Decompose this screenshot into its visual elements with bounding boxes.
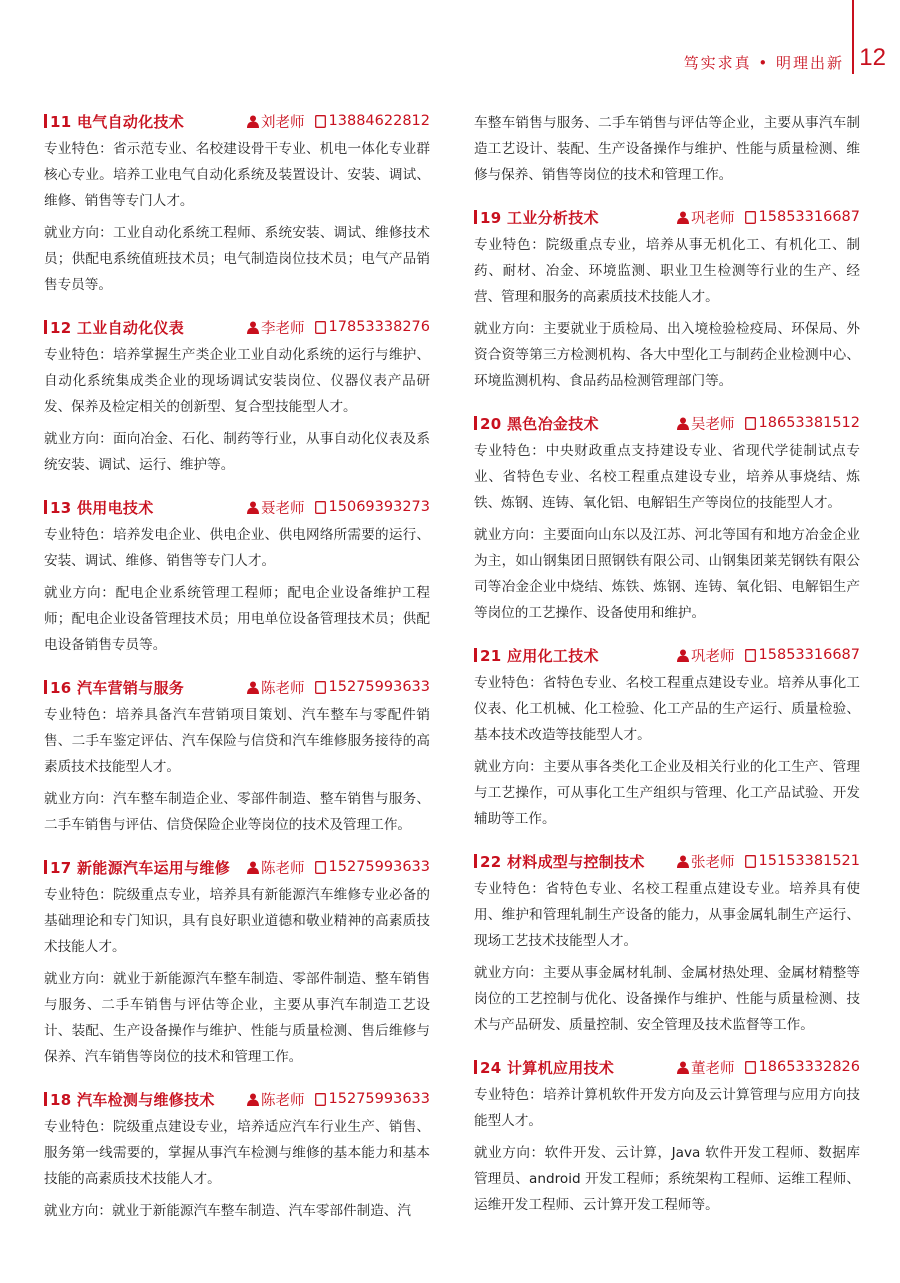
program-title-row [44, 494, 430, 520]
phone-icon [315, 115, 326, 128]
program-title: 19 工业分析技术 [480, 208, 599, 227]
program-title: 11 电气自动化技术 [50, 112, 185, 131]
program-feature: 专业特色：培养具备汽车营销项目策划、汽车整车与零配件销售、二手车鉴定评估、汽车保险与信贷和汽车维修服务接待的高素质技术技能型人才。 [44, 707, 430, 775]
title-marker [44, 1092, 47, 1106]
phone-icon [315, 1093, 326, 1106]
contact-info [247, 854, 430, 880]
phone-number[interactable]: 18653332826 [758, 1059, 860, 1075]
title-marker [474, 854, 477, 868]
phone-icon [745, 1061, 756, 1074]
right-column [474, 108, 860, 1234]
teacher-name: 聂老师 [261, 500, 305, 517]
program-section [44, 314, 430, 478]
teacher-name: 陈老师 [261, 680, 305, 697]
title-marker [474, 210, 477, 224]
program-title: 12 工业自动化仪表 [50, 318, 185, 337]
program-title-row [44, 108, 430, 134]
program-section [44, 108, 430, 298]
program-title-row [474, 848, 860, 874]
person-icon [247, 115, 259, 128]
program-title-row [44, 1086, 430, 1112]
program-title-row [474, 1054, 860, 1080]
contact-info [247, 674, 430, 700]
phone-number[interactable]: 15069393273 [328, 499, 430, 515]
program-title: 21 应用化工技术 [480, 646, 599, 665]
page-number: 12 [859, 44, 886, 71]
program-career: 就业方向：就业于新能源汽车整车制造、零部件制造、整车销售与服务、二手车销售与评估等企业，主要从事汽车制造工艺设计、装配、生产设备操作与维护、性能与质量检测、售后维修与保养、汽车销售等岗位的技术和管理工作。 [44, 971, 430, 1065]
contact-info [677, 848, 860, 874]
person-icon [677, 417, 689, 430]
phone-number[interactable]: 17853338276 [328, 319, 430, 335]
program-feature: 专业特色：院级重点专业，培养具有新能源汽车维修专业必备的基础理论和专门知识，具有良好职业道德和敬业精神的高素质技术技能人才。 [44, 887, 430, 955]
program-career: 就业方向：汽车整车制造企业、零部件制造、整车销售与服务、二手车销售与评估、信贷保险企业等岗位的技术及管理工作。 [44, 791, 430, 833]
person-icon [677, 1061, 689, 1074]
phone-icon [315, 681, 326, 694]
program-feature: 专业特色：培养掌握生产类企业工业自动化系统的运行与维护、自动化系统集成类企业的现场调试安装岗位、仪器仪表产品研发、保养及检定相关的创新型、复合型技能型人才。 [44, 347, 430, 415]
phone-number[interactable]: 15153381521 [758, 853, 860, 869]
person-icon [247, 681, 259, 694]
phone-number[interactable]: 15275993633 [328, 859, 430, 875]
program-title-row [44, 314, 430, 340]
person-icon [247, 1093, 259, 1106]
person-icon [247, 501, 259, 514]
program-title: 22 材料成型与控制技术 [480, 852, 645, 871]
contact-info [677, 204, 860, 230]
program-career: 就业方向：主要从事各类化工企业及相关行业的化工生产、管理与工艺操作，可从事化工生产组织与管理、化工产品试验、开发辅助等工作。 [474, 759, 860, 827]
program-feature: 专业特色：省示范专业、名校建设骨干专业、机电一体化专业群核心专业。培养工业电气自动化系统及装置设计、安装、调试、维修、销售等专门人才。 [44, 141, 430, 209]
program-section [474, 642, 860, 832]
teacher-name: 巩老师 [691, 648, 735, 665]
program-career: 就业方向：就业于新能源汽车整车制造、汽车零部件制造、汽 [44, 1203, 412, 1219]
program-career: 就业方向：工业自动化系统工程师、系统安装、调试、维修技术员；供配电系统值班技术员；电气制造岗位技术员；电气产品销售专员等。 [44, 225, 430, 293]
contact-info [247, 108, 430, 134]
career-continuation: 车整车销售与服务、二手车销售与评估等企业，主要从事汽车制造工艺设计、装配、生产设备操作与维护、性能与质量检测、维修与保养、销售等岗位的技术和管理工作。 [474, 115, 860, 183]
teacher-name: 刘老师 [261, 114, 305, 131]
phone-number[interactable]: 15275993633 [328, 679, 430, 695]
title-marker [474, 1060, 477, 1074]
title-marker [44, 500, 47, 514]
title-marker [44, 320, 47, 334]
program-feature: 专业特色：省特色专业、名校工程重点建设专业。培养具有使用、维护和管理轧制生产设备的能力，从事金属轧制生产运行、现场工艺技术技能型人才。 [474, 881, 860, 949]
person-icon [247, 861, 259, 874]
program-section [44, 494, 430, 658]
teacher-name: 巩老师 [691, 210, 735, 227]
phone-number[interactable]: 15275993633 [328, 1091, 430, 1107]
title-marker [44, 680, 47, 694]
contact-info [677, 410, 860, 436]
teacher-name: 陈老师 [261, 860, 305, 877]
program-feature: 专业特色：培养计算机软件开发方向及云计算管理与应用方向技能型人才。 [474, 1087, 860, 1129]
program-title: 16 汽车营销与服务 [50, 678, 185, 697]
program-feature: 专业特色：省特色专业、名校工程重点建设专业。培养从事化工仪表、化工机械、化工检验、化工产品的生产运行、质量检验、基本技术改造等技能型人才。 [474, 675, 860, 743]
phone-icon [745, 855, 756, 868]
phone-icon [745, 417, 756, 430]
contact-info [247, 314, 430, 340]
program-title-row [474, 642, 860, 668]
program-title: 18 汽车检测与维修技术 [50, 1090, 215, 1109]
program-title-row [474, 410, 860, 436]
header-motto: 笃实求真 • 明理出新 [683, 54, 844, 72]
program-career: 就业方向：主要就业于质检局、出入境检验检疫局、环保局、外资合资等第三方检测机构、各大中型化工与制药企业检测中心、环境监测机构、食品药品检测管理部门等。 [474, 321, 860, 389]
program-section [44, 1086, 430, 1224]
teacher-name: 李老师 [261, 320, 305, 337]
title-marker [44, 114, 47, 128]
teacher-name: 吴老师 [691, 416, 735, 433]
program-career: 就业方向：软件开发、云计算，Java 软件开发工程师、数据库管理员、android 开发工程师；系统架构工程师、运维工程师、运维开发工程师、云计算开发工程师等。 [474, 1145, 860, 1213]
program-section [44, 674, 430, 838]
teacher-name: 董老师 [691, 1060, 735, 1077]
teacher-name: 张老师 [691, 854, 735, 871]
program-title-row [44, 854, 430, 880]
contact-info [247, 494, 430, 520]
phone-number[interactable]: 15853316687 [758, 209, 860, 225]
program-title: 24 计算机应用技术 [480, 1058, 615, 1077]
phone-number[interactable]: 15853316687 [758, 647, 860, 663]
left-column [44, 108, 430, 1240]
title-marker [474, 416, 477, 430]
title-marker [44, 860, 47, 874]
program-title-row [474, 204, 860, 230]
teacher-name: 陈老师 [261, 1092, 305, 1109]
program-section [474, 848, 860, 1038]
title-marker [474, 648, 477, 662]
program-feature: 专业特色：培养发电企业、供电企业、供电网络所需要的运行、安装、调试、维修、销售等专门人才。 [44, 527, 430, 569]
program-title: 17 新能源汽车运用与维修 [50, 858, 230, 877]
phone-number[interactable]: 18653381512 [758, 415, 860, 431]
phone-icon [315, 321, 326, 334]
program-career: 就业方向：主要从事金属材轧制、金属材热处理、金属材精整等岗位的工艺控制与优化、设备操作与维护、性能与质量检测、技术与产品研发、质量控制、安全管理及技术监督等工作。 [474, 965, 860, 1033]
person-icon [677, 649, 689, 662]
program-feature: 专业特色：院级重点专业，培养从事无机化工、有机化工、制药、耐材、冶金、环境监测、职业卫生检测等行业的生产、经营、管理和服务的高素质技术技能人才。 [474, 237, 860, 305]
program-title-row [44, 674, 430, 700]
phone-icon [315, 501, 326, 514]
phone-number[interactable]: 13884622812 [328, 113, 430, 129]
person-icon [247, 321, 259, 334]
phone-icon [315, 861, 326, 874]
program-feature: 专业特色：院级重点建设专业，培养适应汽车行业生产、销售、服务第一线需要的，掌握从事汽车检测与维修的基本能力和基本技能的高素质技术技能人才。 [44, 1119, 430, 1187]
page-header [0, 0, 900, 78]
program-section [474, 204, 860, 394]
program-feature: 专业特色：中央财政重点支持建设专业、省现代学徒制试点专业、省特色专业、名校工程重点建设专业，培养从事烧结、炼铁、炼钢、连铸、氧化铝、电解铝生产等岗位的技能型人才。 [474, 443, 860, 511]
person-icon [677, 211, 689, 224]
program-title: 20 黑色冶金技术 [480, 414, 599, 433]
phone-icon [745, 211, 756, 224]
program-title: 13 供用电技术 [50, 498, 154, 517]
program-career: 就业方向：配电企业系统管理工程师；配电企业设备维护工程师；配电企业设备管理技术员；用电单位设备管理技术员；供配电设备销售专员等。 [44, 585, 430, 653]
contact-info [247, 1086, 430, 1112]
program-section [44, 854, 430, 1070]
phone-icon [745, 649, 756, 662]
program-career: 就业方向：面向冶金、石化、制药等行业，从事自动化仪表及系统安装、调试、运行、维护等。 [44, 431, 430, 473]
program-section [474, 410, 860, 626]
program-section [474, 1054, 860, 1218]
header-divider [852, 0, 854, 74]
contact-info [677, 642, 860, 668]
program-career: 就业方向：主要面向山东以及江苏、河北等国有和地方冶金企业为主，如山钢集团日照钢铁有限公司、山钢集团莱芜钢铁有限公司等冶金企业中烧结、炼铁、炼钢、连铸、氧化铝、电解铝生产等岗位的工艺操作、设备使用和维护。 [474, 527, 860, 621]
contact-info [677, 1054, 860, 1080]
person-icon [677, 855, 689, 868]
